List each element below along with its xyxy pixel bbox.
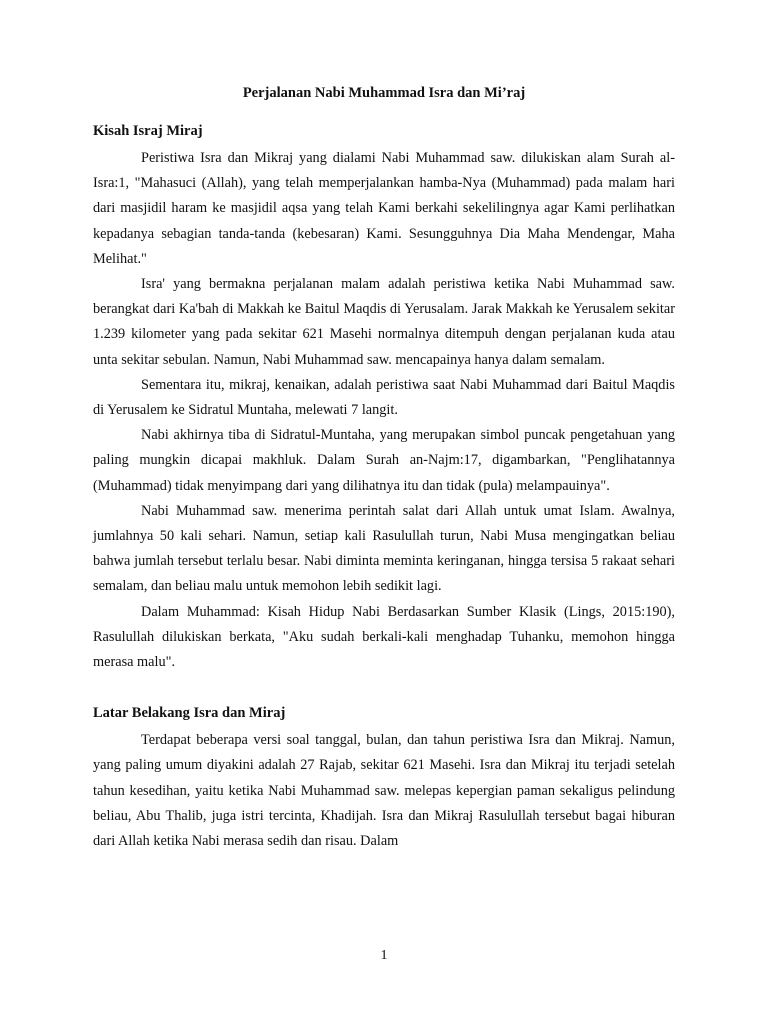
paragraph: Nabi akhirnya tiba di Sidratul-Muntaha, yang merupakan simbol puncak pengetahuan yang paling mungkin dicapai makhluk. Dalam Surah an-Najm:17, digambarkan, "Penglihatannya (Muhammad) tidak menyimpang dari yang dilihatnya itu dan tidak (pula) melampauinya". [93, 427, 675, 494]
paragraph: Isra' yang bermakna perjalanan malam adalah peristiwa ketika Nabi Muhammad saw. berangkat dari Ka'bah di Makkah ke Baitul Maqdis di Yerusalam. Jarak Makkah ke Yerusalem sekitar 1.239 kilometer yang pada sekitar 621 Masehi normalnya ditempuh dengan perjalanan kuda atau unta sekitar sebulan. Namun, Nabi Muhammad saw. mencapainya hanya dalam semalam. [93, 276, 675, 368]
paragraph: Terdapat beberapa versi soal tanggal, bulan, dan tahun peristiwa Isra dan Mikraj. Namun, yang paling umum diyakini adalah 27 Rajab, sekitar 621 Masehi. Isra dan Mikraj itu terjadi setelah tahun kesedihan, yaitu ketika Nabi Muhammad saw. melepas kepergian paman sekaligus pelindung beliau, Abu Thalib, juga istri tercinta, Khadijah. Isra dan Mikraj Rasulullah tersebut bagai hiburan dari Allah ketika Nabi merasa sedih dan risau. Dalam [93, 732, 675, 850]
section-latar-belakang [93, 703, 675, 854]
document-page [93, 83, 675, 854]
paragraph: Peristiwa Isra dan Mikraj yang dialami Nabi Muhammad saw. dilukiskan alam Surah al-Isra:1, "Mahasuci (Allah), yang telah memperjalankan hamba-Nya (Muhammad) pada malam hari dari masjidil haram ke masjidil aqsa yang telah Kami berkahi sekelilingnya agar Kami perlihatkan kepadanya sebagian tanda-tanda (kebesaran) Kami. Sesungguhnya Dia Maha Mendengar, Maha Melihat." [93, 150, 675, 267]
paragraph: Dalam Muhammad: Kisah Hidup Nabi Berdasarkan Sumber Klasik (Lings, 2015:190), Rasulullah dilukiskan berkata, "Aku sudah berkali-kali menghadap Tuhanku, memohon hingga merasa malu". [93, 603, 675, 671]
document-title: Perjalanan Nabi Muhammad Isra dan Mi’raj [242, 85, 526, 101]
paragraph: Nabi Muhammad saw. menerima perintah salat dari Allah untuk umat Islam. Awalnya, jumlahnya 50 kali sehari. Namun, setiap kali Rasulullah turun, Nabi Musa mengingatkan beliau bahwa jumlah tersebut terlalu besar. Nabi diminta meminta keringanan, hingga tersisa 5 rakaat sehari semalam, dan beliau malu untuk memohon lebih sedikit lagi. [93, 502, 675, 595]
section-heading: Kisah Israj Miraj [93, 123, 203, 139]
section-kisah-isra-miraj [93, 121, 675, 675]
page-number: 1 [380, 948, 388, 963]
paragraph: Sementara itu, mikraj, kenaikan, adalah peristiwa saat Nabi Muhammad dari Baitul Maqdis di Yerusalem ke Sidratul Muntaha, melewati 7 langit. [93, 376, 675, 419]
section-heading: Latar Belakang Isra dan Miraj [93, 705, 286, 722]
